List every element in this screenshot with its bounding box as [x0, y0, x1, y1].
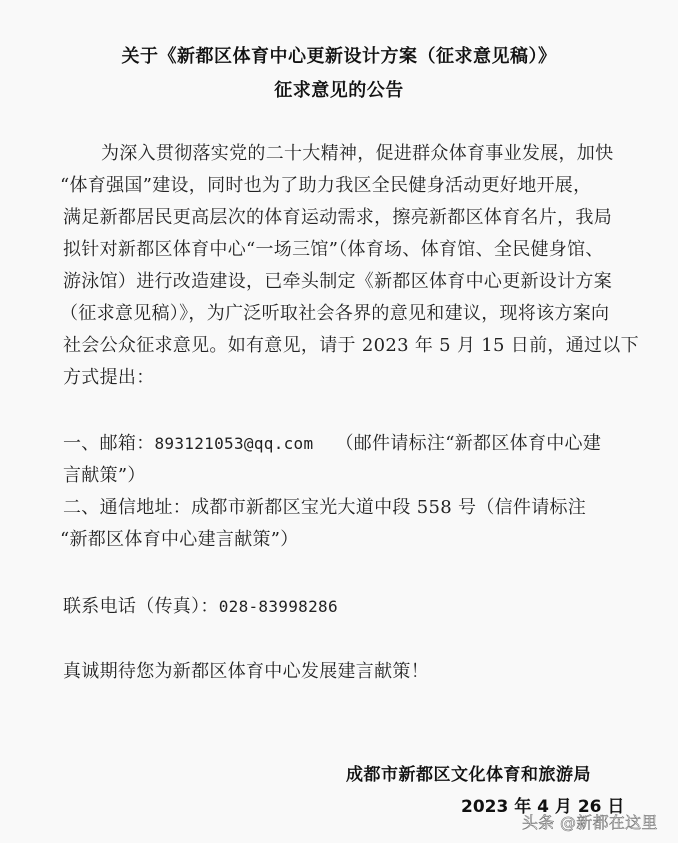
mail-note: （信件请标注: [476, 497, 587, 518]
signature-date: 2023 年 4 月 26 日: [461, 797, 625, 817]
email-method: [63, 433, 601, 455]
mail-method: [63, 497, 586, 519]
body-line: 满足新都居民更高层次的体育运动需求，擦亮新都区体育名片，我局: [63, 207, 612, 228]
body-line: 社会公众征求意见。如有意见，请于 2023 年 5 月 15 日前，通过以下: [63, 335, 639, 356]
body-line: 方式提出：: [63, 367, 155, 388]
watermark: 头条 @新都在这里: [522, 813, 658, 832]
email-label: 一、邮箱：: [63, 433, 155, 454]
document-subtitle: 征求意见的公告: [274, 80, 404, 101]
mail-note-continued: “新都区体育中心建言献策”）: [60, 529, 299, 550]
mail-label: 二、通信地址：: [63, 497, 192, 518]
email-note: （邮件请标注“新都区体育中心建: [335, 433, 602, 454]
mail-address: 成都市新都区宝光大道中段 558 号: [191, 497, 477, 518]
email-note-continued: 言献策”）: [63, 465, 146, 486]
contact-phone: [63, 596, 338, 618]
contact-phone-number: 028-83998286: [218, 597, 338, 616]
body-line: “体育强国”建设，同时也为了助力我区全民健身活动更好地开展，: [60, 175, 592, 196]
body-line: （征求意见稿）》，为广泛听取社会各界的意见和建议，现将该方案向: [60, 303, 610, 324]
body-line: 拟针对新都区体育中心“一场三馆”（体育场、体育馆、全民健身馆、: [63, 239, 604, 260]
document-title: 关于《新都区体育中心更新设计方案（征求意见稿）》: [121, 46, 557, 67]
closing-text: 真诚期待您为新都区体育中心发展建言献策！: [63, 661, 429, 682]
signature-organization: 成都市新都区文化体育和旅游局: [346, 765, 591, 785]
email-address-link[interactable]: 893121053@qq.com: [154, 434, 314, 453]
contact-label: 联系电话（传真）：: [63, 596, 219, 617]
body-line: 为深入贯彻落实党的二十大精神，促进群众体育事业发展，加快: [101, 143, 614, 164]
body-line: 游泳馆）进行改造建设，已牵头制定《新都区体育中心更新设计方案: [63, 271, 612, 292]
